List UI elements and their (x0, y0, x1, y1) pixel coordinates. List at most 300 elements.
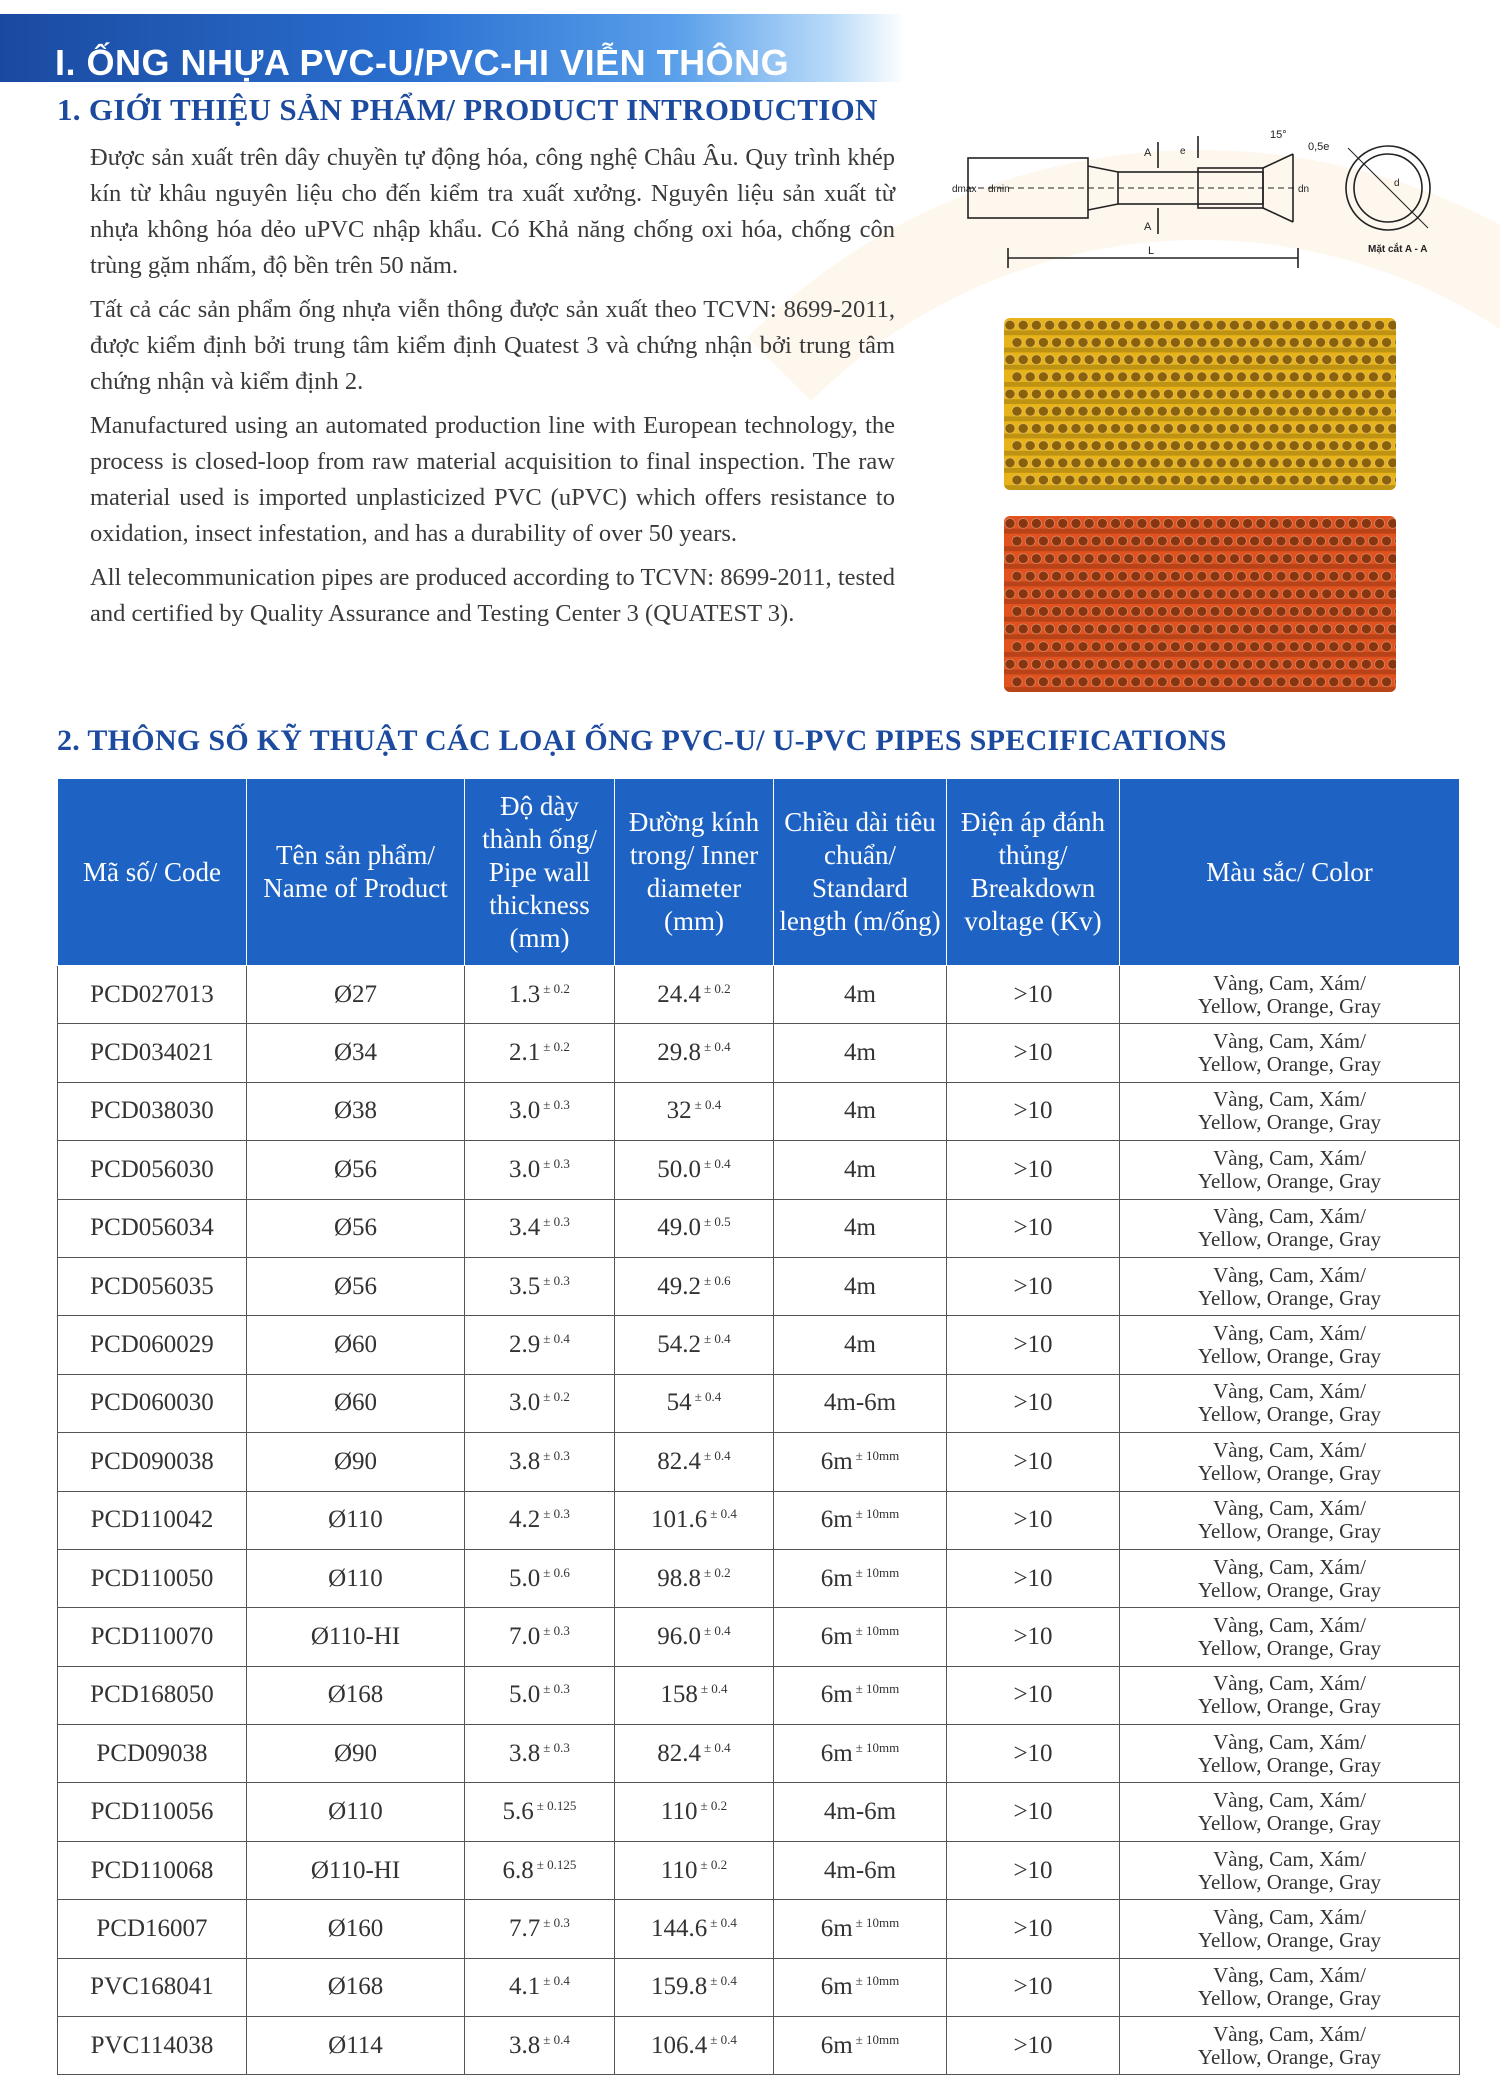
table-row (58, 2017, 1460, 2075)
voltage-text: >10 (1013, 1856, 1053, 1884)
table-row (58, 1549, 1460, 1607)
cell-breakdown-voltage (947, 966, 1120, 1024)
cell-wall-thickness (465, 1841, 615, 1899)
code-text: PCD168050 (90, 1681, 214, 1709)
table-row (58, 1725, 1460, 1783)
inner-tolerance: ± 0.4 (694, 1097, 722, 1113)
cell-code (58, 1141, 247, 1199)
cell-wall-thickness (465, 1316, 615, 1374)
inner-value: 54 (666, 1389, 692, 1417)
cell-code (58, 1374, 247, 1432)
length-tolerance: ± 10mm (855, 1739, 900, 1755)
cell-inner-diameter (615, 1082, 774, 1140)
cell-standard-length (774, 1608, 947, 1666)
cell-breakdown-voltage (947, 1725, 1120, 1783)
color-vi-text: Vàng, Cam, Xám/ (1213, 970, 1366, 995)
table-row (58, 1024, 1460, 1082)
cell-standard-length (774, 1666, 947, 1724)
color-en-text: Yellow, Orange, Gray (1197, 993, 1382, 1018)
diagram-a-top-label: A (1144, 147, 1152, 159)
length-value: 4m (844, 1214, 876, 1242)
color-en-text: Yellow, Orange, Gray (1197, 1285, 1382, 1310)
cell-standard-length (774, 1199, 947, 1257)
product-name-text: Ø114 (328, 2031, 383, 2059)
cell-code (58, 1608, 247, 1666)
cell-breakdown-voltage (947, 1374, 1120, 1432)
code-text: PCD027013 (90, 980, 214, 1008)
wall-value: 3.8 (509, 2031, 541, 2059)
code-text: PCD16007 (96, 1914, 208, 1942)
voltage-text: >10 (1013, 1214, 1053, 1242)
length-value: 4m (844, 1097, 876, 1125)
page-title: I. ỐNG NHỰA PVC-U/PVC-HI VIỄN THÔNG (55, 42, 790, 83)
color-en-text: Yellow, Orange, Gray (1197, 1460, 1382, 1485)
cell-breakdown-voltage (947, 1549, 1120, 1607)
length-tolerance: ± 10mm (855, 2031, 900, 2047)
diagram-e-label: e (1180, 146, 1186, 157)
cell-color (1120, 1374, 1460, 1432)
voltage-text: >10 (1013, 1039, 1053, 1067)
color-en-text: Yellow, Orange, Gray (1197, 1986, 1382, 2011)
color-vi-text: Vàng, Cam, Xám/ (1213, 1029, 1366, 1054)
inner-value: 24.4 (657, 980, 702, 1008)
cell-wall-thickness (465, 1199, 615, 1257)
cell-standard-length (774, 1257, 947, 1315)
cell-inner-diameter (615, 1316, 774, 1374)
inner-tolerance: ± 0.4 (704, 1039, 731, 1055)
inner-value: 110 (660, 1856, 698, 1884)
product-name-text: Ø110-HI (310, 1622, 401, 1650)
cell-inner-diameter (615, 1783, 774, 1841)
length-tolerance: ± 10mm (855, 1506, 900, 1522)
length-tolerance: ± 10mm (855, 1973, 900, 1989)
voltage-text: >10 (1013, 1389, 1053, 1417)
length-tolerance: ± 10mm (855, 1914, 900, 1930)
cell-code (58, 1958, 247, 2016)
cell-breakdown-voltage (947, 1608, 1120, 1666)
code-text: PCD060030 (90, 1389, 214, 1417)
cell-color (1120, 1608, 1460, 1666)
wall-value: 7.7 (509, 1914, 541, 1942)
cell-color (1120, 1141, 1460, 1199)
cell-color (1120, 1433, 1460, 1491)
wall-value: 5.6 (502, 1798, 534, 1826)
cell-inner-diameter (615, 1666, 774, 1724)
wall-value: 6.8 (502, 1856, 534, 1884)
cell-breakdown-voltage (947, 1433, 1120, 1491)
length-value: 4m (844, 1272, 876, 1300)
inner-value: 101.6 (651, 1506, 708, 1534)
inner-tolerance: ± 0.4 (710, 1914, 737, 1930)
wall-tolerance: ± 0.125 (536, 1856, 577, 1872)
cell-breakdown-voltage (947, 1841, 1120, 1899)
code-text: PVC168041 (90, 1973, 214, 2001)
color-en-text: Yellow, Orange, Gray (1197, 1110, 1382, 1135)
inner-tolerance: ± 0.4 (704, 1739, 731, 1755)
color-vi-text: Vàng, Cam, Xám/ (1213, 1145, 1366, 1170)
table-row (58, 1316, 1460, 1374)
cell-code (58, 1082, 247, 1140)
inner-tolerance: ± 0.4 (704, 1447, 731, 1463)
header-color: Màu sắc/ Color (1120, 779, 1460, 966)
cell-product-name (247, 1433, 465, 1491)
cell-standard-length (774, 1958, 947, 2016)
cell-product-name (247, 966, 465, 1024)
cell-code (58, 1199, 247, 1257)
cell-standard-length (774, 1900, 947, 1958)
color-vi-text: Vàng, Cam, Xám/ (1213, 1437, 1366, 1462)
code-text: PCD056035 (90, 1272, 214, 1300)
table-row (58, 1433, 1460, 1491)
cell-breakdown-voltage (947, 1316, 1120, 1374)
inner-tolerance: ± 0.4 (704, 1155, 731, 1171)
cell-product-name (247, 1783, 465, 1841)
wall-tolerance: ± 0.3 (543, 1097, 570, 1113)
color-vi-text: Vàng, Cam, Xám/ (1213, 1262, 1366, 1287)
wall-tolerance: ± 0.3 (543, 1272, 570, 1288)
inner-tolerance: ± 0.2 (704, 980, 731, 996)
cell-product-name (247, 1900, 465, 1958)
section-heading-specifications: 2. THÔNG SỐ KỸ THUẬT CÁC LOẠI ỐNG PVC-U/ U-PVC PIPES SPECIFICATIONS (57, 724, 1227, 757)
cell-inner-diameter (615, 2017, 774, 2075)
cell-color (1120, 1900, 1460, 1958)
header-product-name: Tên sản phẩm/ Name of Product (247, 779, 465, 966)
inner-value: 54.2 (657, 1331, 702, 1359)
cell-code (58, 1725, 247, 1783)
length-value: 4m (844, 1331, 876, 1359)
cell-wall-thickness (465, 1549, 615, 1607)
orange-pipes-photo (1004, 516, 1396, 692)
cell-breakdown-voltage (947, 1666, 1120, 1724)
cell-inner-diameter (615, 1433, 774, 1491)
length-value: 4m-6m (823, 1389, 897, 1417)
code-text: PCD038030 (90, 1097, 214, 1125)
product-name-text: Ø168 (327, 1681, 384, 1709)
length-value: 4m (844, 1155, 876, 1183)
voltage-text: >10 (1013, 1272, 1053, 1300)
color-en-text: Yellow, Orange, Gray (1197, 2044, 1382, 2069)
cell-color (1120, 1666, 1460, 1724)
cell-color (1120, 1841, 1460, 1899)
inner-value: 96.0 (657, 1622, 702, 1650)
cell-inner-diameter (615, 1725, 774, 1783)
table-row (58, 1608, 1460, 1666)
color-vi-text: Vàng, Cam, Xám/ (1213, 1671, 1366, 1696)
length-tolerance: ± 10mm (855, 1447, 900, 1463)
inner-tolerance: ± 0.4 (710, 1973, 737, 1989)
title-banner (0, 14, 905, 82)
cell-code (58, 1257, 247, 1315)
inner-tolerance: ± 0.6 (704, 1272, 731, 1288)
wall-tolerance: ± 0.3 (543, 1506, 570, 1522)
cell-wall-thickness (465, 1958, 615, 2016)
product-name-text: Ø60 (333, 1389, 378, 1417)
table-row (58, 1900, 1460, 1958)
length-value: 6m (820, 1564, 853, 1592)
cell-standard-length (774, 1841, 947, 1899)
product-name-text: Ø56 (333, 1272, 378, 1300)
diagram-a-bottom-label: A (1144, 221, 1152, 233)
inner-value: 32 (666, 1097, 692, 1125)
code-text: PCD09038 (96, 1739, 208, 1767)
cell-product-name (247, 1316, 465, 1374)
wall-tolerance: ± 0.3 (543, 1155, 570, 1171)
length-value: 6m (820, 1681, 853, 1709)
cell-breakdown-voltage (947, 1783, 1120, 1841)
cell-color (1120, 1725, 1460, 1783)
wall-value: 5.0 (509, 1564, 541, 1592)
color-en-text: Yellow, Orange, Gray (1197, 1694, 1382, 1719)
cell-wall-thickness (465, 1725, 615, 1783)
inner-value: 144.6 (651, 1914, 708, 1942)
diagram-section-label: Mặt cắt A - A (1368, 244, 1428, 255)
cell-inner-diameter (615, 1958, 774, 2016)
product-name-text: Ø27 (333, 980, 378, 1008)
code-text: PVC114038 (90, 2031, 214, 2059)
wall-tolerance: ± 0.3 (543, 1739, 570, 1755)
cell-breakdown-voltage (947, 1958, 1120, 2016)
color-vi-text: Vàng, Cam, Xám/ (1213, 1496, 1366, 1521)
wall-tolerance: ± 0.3 (543, 1447, 570, 1463)
product-name-text: Ø110 (328, 1506, 383, 1534)
wall-value: 4.2 (509, 1506, 541, 1534)
wall-value: 7.0 (509, 1622, 541, 1650)
voltage-text: >10 (1013, 1564, 1053, 1592)
color-vi-text: Vàng, Cam, Xám/ (1213, 1379, 1366, 1404)
wall-tolerance: ± 0.2 (543, 980, 570, 996)
code-text: PCD090038 (90, 1447, 214, 1475)
cell-inner-diameter (615, 1141, 774, 1199)
cell-inner-diameter (615, 1491, 774, 1549)
wall-value: 3.8 (509, 1447, 541, 1475)
cell-product-name (247, 1841, 465, 1899)
yellow-pipes-photo (1004, 318, 1396, 490)
code-text: PCD110068 (90, 1856, 214, 1884)
product-name-text: Ø56 (333, 1155, 378, 1183)
voltage-text: >10 (1013, 1155, 1053, 1183)
length-value: 6m (820, 1739, 853, 1767)
color-en-text: Yellow, Orange, Gray (1197, 1052, 1382, 1077)
wall-value: 3.4 (509, 1214, 541, 1242)
diagram-thickness-label: 0,5e (1308, 141, 1330, 153)
voltage-text: >10 (1013, 1798, 1053, 1826)
cell-breakdown-voltage (947, 1257, 1120, 1315)
color-vi-text: Vàng, Cam, Xám/ (1213, 2021, 1366, 2046)
inner-value: 29.8 (657, 1039, 702, 1067)
color-en-text: Yellow, Orange, Gray (1197, 1635, 1382, 1660)
diagram-dmax-label: dmax (952, 184, 977, 195)
table-row (58, 1199, 1460, 1257)
length-value: 6m (820, 1914, 853, 1942)
cell-product-name (247, 1725, 465, 1783)
header-code: Mã số/ Code (58, 779, 247, 966)
cell-code (58, 1549, 247, 1607)
color-vi-text: Vàng, Cam, Xám/ (1213, 1904, 1366, 1929)
product-name-text: Ø90 (333, 1447, 378, 1475)
wall-tolerance: ± 0.4 (543, 1973, 570, 1989)
cell-product-name (247, 1257, 465, 1315)
diagram-length-label: L (1148, 245, 1155, 257)
cell-inner-diameter (615, 1024, 774, 1082)
diagram-dmin-label: dmin (988, 184, 1010, 195)
wall-tolerance: ± 0.3 (543, 1214, 570, 1230)
wall-value: 3.5 (509, 1272, 541, 1300)
cell-breakdown-voltage (947, 1491, 1120, 1549)
cell-standard-length (774, 1433, 947, 1491)
inner-tolerance: ± 0.4 (704, 1622, 731, 1638)
cell-product-name (247, 1141, 465, 1199)
cell-breakdown-voltage (947, 2017, 1120, 2075)
inner-value: 110 (660, 1798, 698, 1826)
color-vi-text: Vàng, Cam, Xám/ (1213, 1963, 1366, 1988)
section-heading-introduction: 1. GIỚI THIỆU SẢN PHẨM/ PRODUCT INTRODUCTION (57, 92, 878, 127)
inner-value: 49.2 (657, 1272, 702, 1300)
wall-tolerance: ± 0.6 (543, 1564, 570, 1580)
table-row (58, 1491, 1460, 1549)
color-en-text: Yellow, Orange, Gray (1197, 1402, 1382, 1427)
code-text: PCD056034 (90, 1214, 214, 1242)
wall-value: 4.1 (509, 1973, 541, 2001)
cell-wall-thickness (465, 1141, 615, 1199)
color-vi-text: Vàng, Cam, Xám/ (1213, 1612, 1366, 1637)
length-tolerance: ± 10mm (855, 1564, 900, 1580)
color-en-text: Yellow, Orange, Gray (1197, 1752, 1382, 1777)
cell-color (1120, 1958, 1460, 2016)
paragraph-vi-1: Được sản xuất trên dây chuyền tự động hóa, công nghệ Châu Âu. Quy trình khép kín từ khâu nguyên liệu cho đến kiểm tra xuất xưởng. Nguyên liệu sản xuất từ nhựa không hóa dẻo uPVC nhập khẩu. Có Khả năng chống oxi hóa, chống côn trùng gặm nhấm, độ bền trên 50 năm. (90, 144, 895, 279)
cell-wall-thickness (465, 966, 615, 1024)
wall-value: 2.1 (509, 1039, 541, 1067)
cell-wall-thickness (465, 1082, 615, 1140)
inner-tolerance: ± 0.2 (704, 1564, 731, 1580)
cell-wall-thickness (465, 1666, 615, 1724)
cell-color (1120, 2017, 1460, 2075)
cell-inner-diameter (615, 1374, 774, 1432)
wall-value: 2.9 (509, 1331, 541, 1359)
table-row (58, 1958, 1460, 2016)
wall-value: 3.0 (509, 1097, 541, 1125)
cell-product-name (247, 1608, 465, 1666)
color-en-text: Yellow, Orange, Gray (1197, 1227, 1382, 1252)
wall-value: 3.8 (509, 1739, 541, 1767)
inner-tolerance: ± 0.4 (704, 1331, 731, 1347)
voltage-text: >10 (1013, 1331, 1053, 1359)
table-row (58, 1666, 1460, 1724)
length-value: 6m (820, 1622, 853, 1650)
color-en-text: Yellow, Orange, Gray (1197, 1577, 1382, 1602)
code-text: PCD110056 (90, 1798, 214, 1826)
inner-value: 82.4 (657, 1739, 702, 1767)
cell-breakdown-voltage (947, 1082, 1120, 1140)
header-breakdown-voltage: Điện áp đánh thủng/ Breakdown voltage (Kv) (947, 779, 1120, 966)
inner-value: 82.4 (657, 1447, 702, 1475)
color-vi-text: Vàng, Cam, Xám/ (1213, 1321, 1366, 1346)
length-value: 4m-6m (823, 1856, 897, 1884)
color-en-text: Yellow, Orange, Gray (1197, 1811, 1382, 1836)
cell-product-name (247, 1958, 465, 2016)
table-row (58, 1257, 1460, 1315)
wall-tolerance: ± 0.3 (543, 1914, 570, 1930)
cell-inner-diameter (615, 966, 774, 1024)
paragraph-en-1: Manufactured using an automated production line with European technology, the process is closed-loop from raw material acquisition to final inspection. The raw material used is imported unplasticized PVC (uPVC) which offers resistance to oxidation, insect infestation, and has a durability of over 50 years. (90, 412, 895, 547)
cell-wall-thickness (465, 2017, 615, 2075)
code-text: PCD034021 (90, 1039, 214, 1067)
wall-value: 1.3 (509, 980, 541, 1008)
cell-color (1120, 1549, 1460, 1607)
cell-code (58, 2017, 247, 2075)
product-name-text: Ø56 (333, 1214, 378, 1242)
cell-code (58, 1433, 247, 1491)
cell-product-name (247, 1374, 465, 1432)
cell-product-name (247, 2017, 465, 2075)
wall-tolerance: ± 0.2 (543, 1389, 570, 1405)
table-row (58, 1374, 1460, 1432)
cell-code (58, 1491, 247, 1549)
cell-color (1120, 1783, 1460, 1841)
diagram-dn-label: dn (1298, 184, 1310, 195)
voltage-text: >10 (1013, 1622, 1053, 1650)
color-en-text: Yellow, Orange, Gray (1197, 1344, 1382, 1369)
code-text: PCD110042 (90, 1506, 214, 1534)
table-header-row (58, 779, 1460, 966)
table-row (58, 1783, 1460, 1841)
cell-color (1120, 1024, 1460, 1082)
cell-product-name (247, 1491, 465, 1549)
cell-wall-thickness (465, 1024, 615, 1082)
code-text: PCD110070 (90, 1622, 214, 1650)
product-name-text: Ø90 (333, 1739, 378, 1767)
product-name-text: Ø168 (327, 1973, 384, 2001)
color-vi-text: Vàng, Cam, Xám/ (1213, 1554, 1366, 1579)
cell-wall-thickness (465, 1608, 615, 1666)
table-row (58, 1841, 1460, 1899)
length-value: 6m (820, 1973, 853, 2001)
cell-inner-diameter (615, 1257, 774, 1315)
code-text: PCD060029 (90, 1331, 214, 1359)
length-value: 6m (820, 1447, 853, 1475)
color-en-text: Yellow, Orange, Gray (1197, 1927, 1382, 1952)
cell-wall-thickness (465, 1374, 615, 1432)
cell-standard-length (774, 2017, 947, 2075)
cell-breakdown-voltage (947, 1024, 1120, 1082)
cell-product-name (247, 1082, 465, 1140)
diagram-d-label: d (1394, 178, 1400, 189)
cell-standard-length (774, 1141, 947, 1199)
cell-wall-thickness (465, 1433, 615, 1491)
product-name-text: Ø38 (333, 1097, 378, 1125)
voltage-text: >10 (1013, 1447, 1053, 1475)
pipe-technical-drawing (948, 128, 1458, 278)
header-inner-diameter: Đường kính trong/ Inner diameter (mm) (615, 779, 774, 966)
cell-standard-length (774, 1783, 947, 1841)
wall-tolerance: ± 0.4 (543, 1331, 570, 1347)
cell-breakdown-voltage (947, 1141, 1120, 1199)
inner-value: 106.4 (651, 2031, 708, 2059)
voltage-text: >10 (1013, 2031, 1053, 2059)
cell-code (58, 1316, 247, 1374)
voltage-text: >10 (1013, 1739, 1053, 1767)
voltage-text: >10 (1013, 980, 1053, 1008)
paragraph-vi-2: Tất cả các sản phẩm ống nhựa viễn thông được sản xuất theo TCVN: 8699-2011, được kiểm định bởi trung tâm kiểm định Quatest 3 và chứng nhận bởi trung tâm chứng nhận và kiểm định 2. (90, 296, 895, 395)
cell-product-name (247, 1666, 465, 1724)
cell-standard-length (774, 966, 947, 1024)
inner-tolerance: ± 0.2 (700, 1856, 728, 1872)
cell-product-name (247, 1024, 465, 1082)
table-row (58, 966, 1460, 1024)
product-name-text: Ø34 (333, 1039, 378, 1067)
color-vi-text: Vàng, Cam, Xám/ (1213, 1788, 1366, 1813)
cell-color (1120, 1257, 1460, 1315)
code-text: PCD056030 (90, 1155, 214, 1183)
